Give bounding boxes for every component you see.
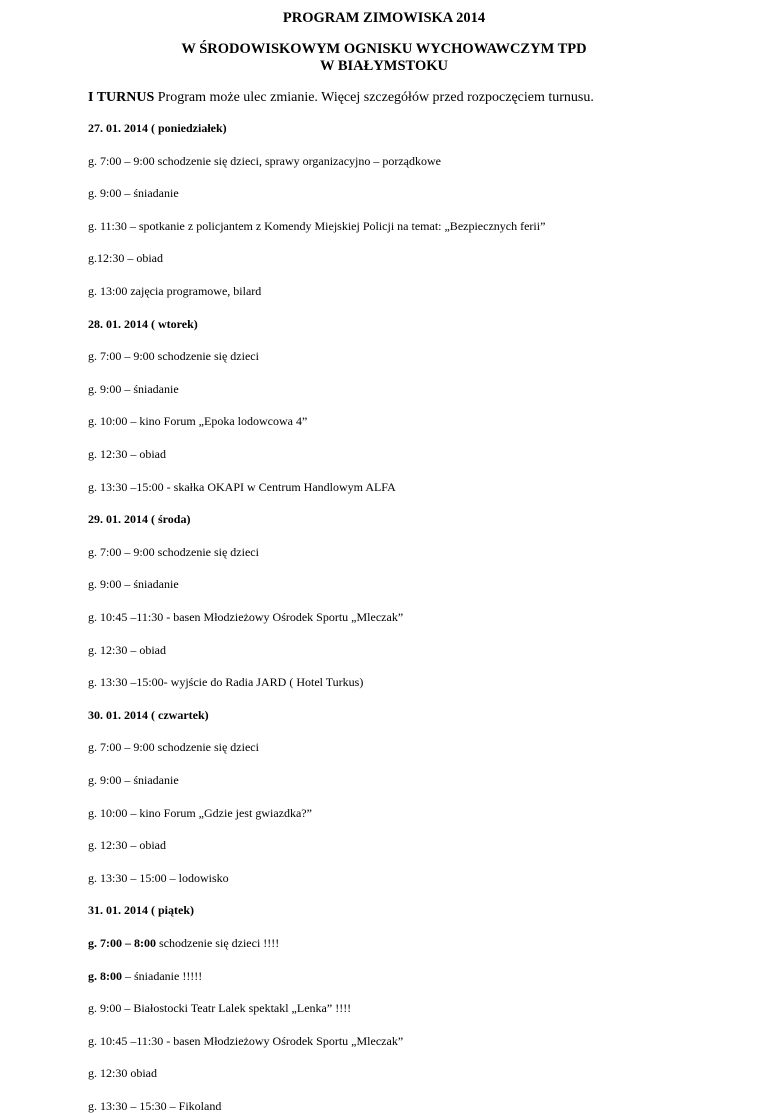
day-heading: 31. 01. 2014 ( piątek): [88, 903, 194, 918]
schedule-item: g. 11:30 – spotkanie z policjantem z Komendy Miejskiej Policji na temat: „Bezpiecznych ferii”: [88, 218, 546, 233]
schedule-item: g. 13:30 –15:00 - skałka OKAPI w Centrum Handlowym ALFA: [88, 479, 396, 494]
schedule-item: g. 12:30 obiad: [88, 1066, 157, 1081]
schedule-item: g. 7:00 – 9:00 schodzenie się dzieci: [88, 740, 259, 755]
schedule-item: g. 7:00 – 9:00 schodzenie się dzieci, sprawy organizacyjno – porządkowe: [88, 153, 442, 168]
schedule-item: g. 9:00 – Białostocki Teatr Lalek spektakl „Lenka” !!!!: [88, 1001, 352, 1016]
schedule-item: g. 12:30 – obiad: [88, 447, 166, 461]
schedule-item: g. 9:00 – śniadanie: [88, 773, 179, 787]
schedule-item: g. 7:00 – 9:00 schodzenie się dzieci: [88, 349, 259, 364]
day-heading: 30. 01. 2014 ( czwartek): [88, 707, 209, 722]
intro-paragraph: [88, 90, 594, 106]
document-title: PROGRAM ZIMOWISKA 2014: [282, 10, 486, 26]
schedule-item: g. 13:30 – 15:30 – Fikoland: [88, 1099, 222, 1113]
schedule-item: g. 12:30 – obiad: [88, 838, 166, 853]
turnus-label: I TURNUS: [88, 90, 155, 105]
day-heading: 27. 01. 2014 ( poniedziałek): [88, 121, 227, 135]
schedule-item: [88, 969, 202, 983]
schedule-item: g. 9:00 – śniadanie: [88, 186, 179, 201]
schedule-item: g. 10:00 – kino Forum „Epoka lodowcowa 4”: [88, 414, 308, 429]
schedule-item: g. 12:30 – obiad: [88, 642, 166, 657]
day-heading: 28. 01. 2014 ( wtorek): [88, 316, 198, 331]
schedule-item: g. 9:00 – śniadanie: [88, 577, 179, 592]
document-subtitle-line1: W ŚRODOWISKOWYM OGNISKU WYCHOWAWCZYM TPD: [181, 41, 587, 57]
schedule-item: g. 10:45 –11:30 - basen Młodzieżowy Ośrodek Sportu „Mleczak”: [88, 610, 404, 624]
document-subtitle-line2: W BIAŁYMSTOKU: [320, 58, 448, 74]
schedule-item-text: schodzenie się dzieci !!!!: [156, 936, 280, 950]
schedule-item: g. 13:30 – 15:00 – lodowisko: [88, 870, 229, 885]
schedule-item-text: – śniadanie !!!!!: [122, 968, 203, 983]
schedule-item: g. 7:00 – 9:00 schodzenie się dzieci: [88, 544, 259, 559]
schedule-item: g. 13:30 –15:00- wyjście do Radia JARD ( Hotel Turkus): [88, 675, 364, 690]
schedule-item: g. 10:00 – kino Forum „Gdzie jest gwiazdka?”: [88, 805, 312, 820]
day-heading: 29. 01. 2014 ( środa): [88, 512, 191, 527]
intro-note: Program może ulec zmianie. Więcej szczegółów przed rozpoczęciem turnusu.: [154, 90, 594, 105]
schedule-item: [88, 936, 279, 950]
schedule-item: g. 9:00 – śniadanie: [88, 381, 179, 396]
schedule-item: g. 13:00 zajęcia programowe, bilard: [88, 284, 262, 298]
schedule-item-time: g. 7:00 – 8:00: [88, 936, 156, 950]
schedule-item-time: g. 8:00: [88, 968, 122, 983]
schedule-item: g. 10:45 –11:30 - basen Młodzieżowy Ośrodek Sportu „Mleczak”: [88, 1033, 404, 1048]
schedule-item: g.12:30 – obiad: [88, 251, 163, 266]
